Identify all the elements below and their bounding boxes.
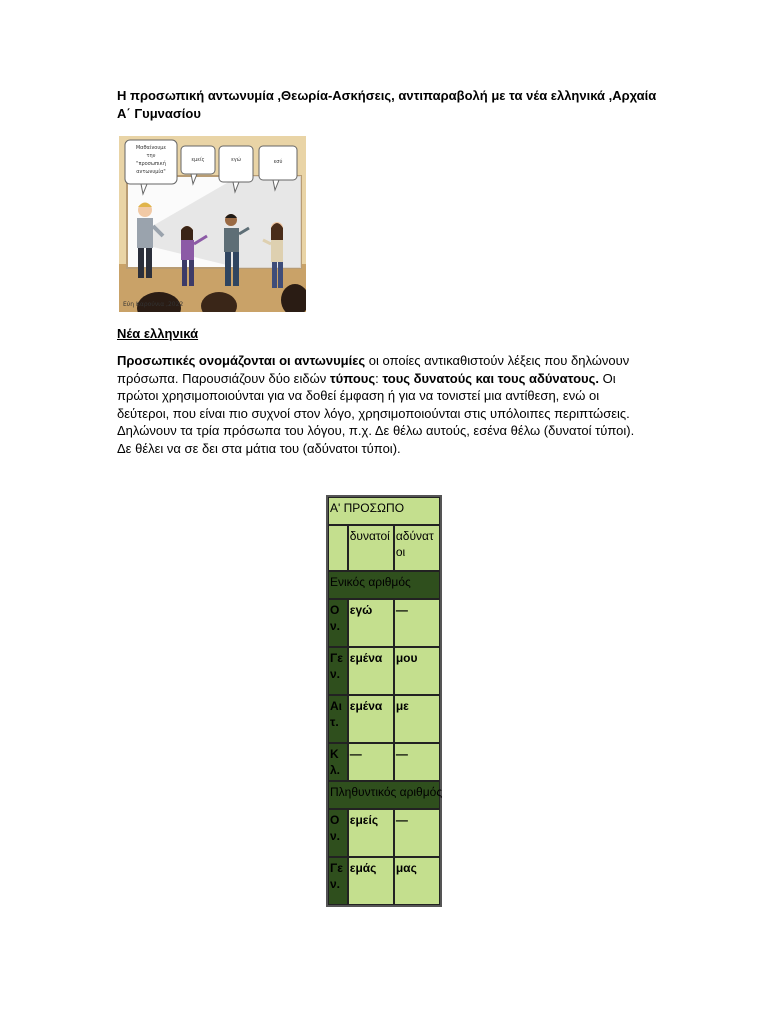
svg-text:εσύ: εσύ bbox=[273, 159, 283, 165]
weak-form-cell: μου bbox=[394, 647, 440, 695]
strong-form-cell: εμάς bbox=[348, 857, 394, 905]
table-header-strong: δυνατοί bbox=[348, 525, 394, 571]
table-corner-cell bbox=[328, 525, 348, 571]
document-title: Η προσωπική αντωνυμία ,Θεωρία-Ασκήσεις, αντιπαραβολή με τα νέα ελληνικά ,Αρχαία Α΄ Γυμνασίου bbox=[117, 88, 657, 121]
case-cell: Αιτ. bbox=[328, 695, 348, 743]
case-cell: Γεν. bbox=[328, 647, 348, 695]
strong-form-cell: εμένα bbox=[348, 695, 394, 743]
body-paragraph bbox=[117, 352, 647, 458]
svg-text:εγώ: εγώ bbox=[231, 157, 241, 163]
paragraph-text-6: Οι πρώτοι χρησιμοποιούνται για να δοθεί έμφαση ή για να τονιστεί μια αντίθεση, ενώ οι δεύτεροι, που είναι πιο συχνοί στον λόγο, χρησιμοποιούνται στις υπόλοιπες περιπτώσεις. Δηλώνουν τα τρία πρόσωπα του λόγου, π.χ. Δε θέλω αυτούς, εσένα θέλω (δυνατοί τύποι). Δε θέλει να σε δει στα μάτια του (αδύνατοι τύποι). bbox=[117, 370, 635, 456]
plural-band: Πληθυντικός αριθμός bbox=[328, 781, 440, 809]
strong-form-cell: εγώ bbox=[348, 599, 394, 647]
weak-form-cell: μας bbox=[394, 857, 440, 905]
classroom-illustration-svg bbox=[119, 136, 306, 312]
paragraph-bold-5: τους δυνατούς και τους αδύνατους. bbox=[382, 370, 599, 386]
table-row bbox=[328, 857, 440, 905]
case-cell: Κλ. bbox=[328, 743, 348, 781]
table-row bbox=[328, 647, 440, 695]
svg-text:Μαθαίνουμε: Μαθαίνουμε bbox=[135, 145, 167, 151]
pronoun-table bbox=[326, 495, 442, 907]
table-row bbox=[328, 599, 440, 647]
paragraph-text-2: οι οποίες αντικαθιστούν λέξεις που δηλώνουν πρόσωπα. Παρουσιάζουν δύο ειδών bbox=[117, 353, 630, 386]
table-row bbox=[328, 809, 440, 857]
weak-form-cell: — bbox=[394, 743, 440, 781]
weak-form-cell: — bbox=[394, 599, 440, 647]
paragraph-text-4: : bbox=[375, 370, 383, 386]
table-row bbox=[328, 743, 440, 781]
case-cell: Γεν. bbox=[328, 857, 348, 905]
case-cell: Ον. bbox=[328, 809, 348, 857]
table-title: Α' ΠΡΟΣΩΠΟ bbox=[328, 497, 440, 525]
strong-form-cell: — bbox=[348, 743, 394, 781]
table-header-weak: αδύνατοι bbox=[394, 525, 440, 571]
svg-text:αντωνυμία": αντωνυμία" bbox=[136, 169, 166, 175]
illustration-credit: Εύη Καρούνια ,2022 bbox=[123, 301, 184, 308]
case-cell: Ον. bbox=[328, 599, 348, 647]
svg-text:"προσωπική: "προσωπική bbox=[136, 161, 166, 167]
paragraph-bold-3: τύπους bbox=[329, 370, 376, 386]
weak-form-cell: με bbox=[394, 695, 440, 743]
classroom-illustration bbox=[119, 136, 306, 312]
paragraph-bold-1: Προσωπικές ονομάζονται οι αντωνυμίες bbox=[117, 353, 366, 368]
svg-text:την: την bbox=[146, 153, 156, 159]
svg-text:εμείς: εμείς bbox=[191, 157, 205, 163]
strong-form-cell: εμείς bbox=[348, 809, 394, 857]
strong-form-cell: εμένα bbox=[348, 647, 394, 695]
weak-form-cell: — bbox=[394, 809, 440, 857]
table-row bbox=[328, 695, 440, 743]
singular-band: Ενικός αριθμός bbox=[328, 571, 440, 599]
section-heading: Νέα ελληνικά bbox=[117, 326, 199, 341]
